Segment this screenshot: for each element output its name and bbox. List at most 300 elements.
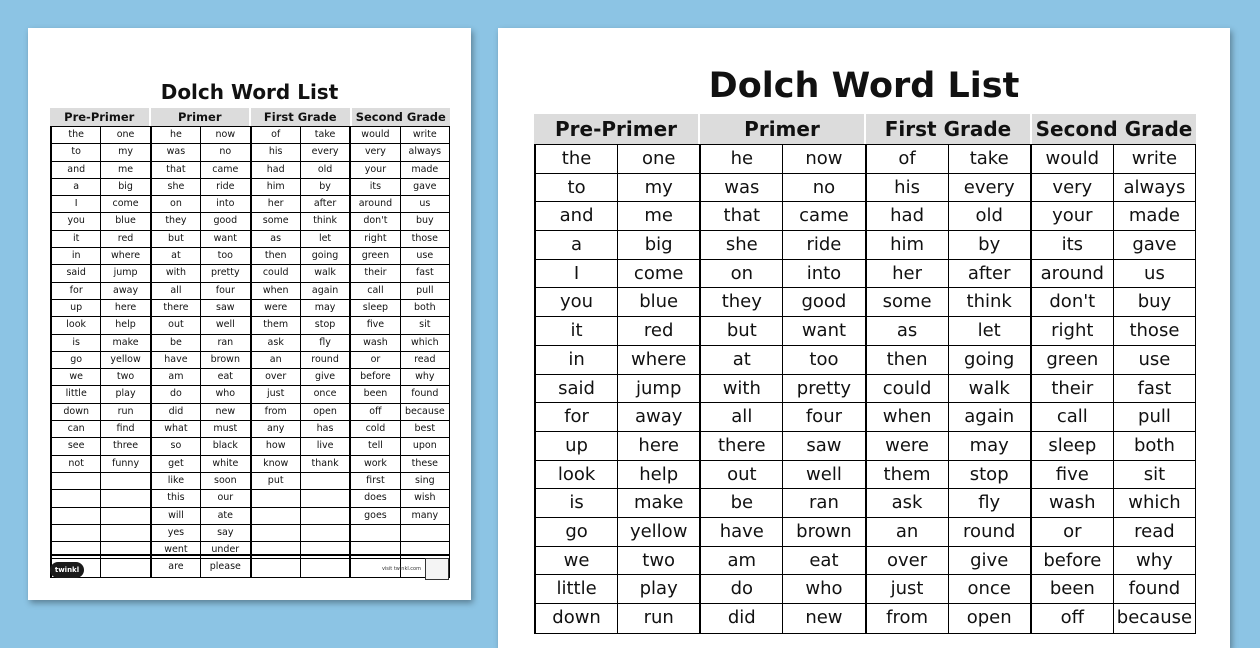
word-cell: look — [52, 317, 100, 334]
word-cell: no — [201, 144, 249, 161]
word-cell: when — [252, 283, 300, 300]
word-cell: no — [783, 174, 864, 203]
word-cell: both — [1114, 432, 1195, 461]
word-column — [1032, 145, 1113, 633]
word-cell: don't — [1032, 288, 1113, 317]
word-cell: or — [1032, 518, 1113, 547]
word-cell: to — [52, 144, 100, 161]
word-cell: an — [867, 518, 948, 547]
word-cell: but — [152, 231, 200, 248]
thumbnail-title: Dolch Word List — [160, 80, 339, 104]
word-cell: our — [201, 490, 249, 507]
word-cell: pretty — [201, 265, 249, 282]
word-cell: now — [201, 127, 249, 144]
word-cell: funny — [101, 456, 149, 473]
word-cell — [52, 490, 100, 507]
word-cell: be — [701, 489, 782, 518]
word-cell: because — [401, 404, 449, 421]
word-cell: goes — [351, 508, 399, 525]
word-cell: been — [351, 386, 399, 403]
word-cell: pull — [401, 283, 449, 300]
word-cell: call — [351, 283, 399, 300]
word-cell: ate — [201, 508, 249, 525]
word-cell: like — [152, 473, 200, 490]
word-cell: how — [252, 438, 300, 455]
word-cell: take — [301, 127, 349, 144]
word-cell: eat — [201, 369, 249, 386]
word-cell: that — [152, 162, 200, 179]
word-cell: this — [152, 490, 200, 507]
word-cell: may — [949, 432, 1030, 461]
word-cell: I — [52, 196, 100, 213]
header-primer: Primer — [700, 114, 866, 144]
word-cell: want — [783, 317, 864, 346]
word-cell: around — [351, 196, 399, 213]
word-cell: for — [52, 283, 100, 300]
word-cell: four — [783, 403, 864, 432]
word-cell: a — [52, 179, 100, 196]
word-cell: red — [101, 231, 149, 248]
zoomed-group-primer — [701, 145, 866, 633]
word-cell: going — [301, 248, 349, 265]
thumbnail-word-table — [50, 108, 450, 578]
word-cell: her — [867, 260, 948, 289]
word-column — [701, 145, 782, 633]
word-cell: your — [1032, 202, 1113, 231]
word-column — [52, 127, 100, 577]
word-cell: first — [351, 473, 399, 490]
word-cell: went — [152, 542, 200, 559]
word-cell: sleep — [1032, 432, 1113, 461]
twinkl-logo: twinkl — [50, 562, 84, 578]
word-cell: she — [701, 231, 782, 260]
word-cell: big — [618, 231, 699, 260]
word-cell: is — [536, 489, 617, 518]
word-cell: very — [1032, 174, 1113, 203]
word-column — [152, 127, 200, 577]
word-cell: came — [783, 202, 864, 231]
word-cell: had — [867, 202, 948, 231]
badge-icon — [425, 558, 449, 580]
word-cell: think — [301, 213, 349, 230]
word-cell: four — [201, 283, 249, 300]
word-cell: run — [101, 404, 149, 421]
word-cell: in — [536, 346, 617, 375]
word-cell: us — [401, 196, 449, 213]
word-cell: little — [536, 575, 617, 604]
word-cell: down — [552, 607, 601, 628]
word-cell — [301, 490, 349, 507]
word-cell: his — [252, 144, 300, 161]
word-cell: said — [52, 265, 100, 282]
word-cell: pull — [1114, 403, 1195, 432]
thumbnail-group-pre-primer — [50, 127, 152, 577]
word-cell: be — [152, 335, 200, 352]
thumbnail-worksheet — [28, 28, 471, 600]
word-column — [400, 127, 449, 577]
word-cell — [52, 473, 100, 490]
word-cell — [101, 473, 149, 490]
word-cell: soon — [201, 473, 249, 490]
word-cell: all — [701, 403, 782, 432]
word-cell: does — [351, 490, 399, 507]
word-cell: again — [949, 403, 1030, 432]
word-cell — [101, 525, 149, 542]
word-cell: found — [401, 386, 449, 403]
word-cell: some — [252, 213, 300, 230]
word-cell: come — [101, 196, 149, 213]
word-cell: before — [1032, 547, 1113, 576]
word-cell: who — [783, 575, 864, 604]
word-cell: wash — [351, 335, 399, 352]
word-cell: he — [152, 127, 200, 144]
word-cell: want — [201, 231, 249, 248]
word-cell: it — [52, 231, 100, 248]
word-cell: gave — [1114, 231, 1195, 260]
word-cell: which — [401, 335, 449, 352]
word-cell: over — [252, 369, 300, 386]
word-cell: read — [1114, 518, 1195, 547]
word-cell: new — [201, 404, 249, 421]
word-cell: those — [401, 231, 449, 248]
word-cell: up — [52, 300, 100, 317]
word-cell: thank — [301, 456, 349, 473]
word-cell: he — [701, 145, 782, 174]
word-cell: eat — [783, 547, 864, 576]
word-cell: all — [152, 283, 200, 300]
word-cell: walk — [301, 265, 349, 282]
word-cell: at — [152, 248, 200, 265]
word-cell: give — [949, 547, 1030, 576]
word-cell: don't — [351, 213, 399, 230]
word-cell: were — [867, 432, 948, 461]
word-cell: us — [1114, 260, 1195, 289]
word-cell — [401, 525, 449, 542]
word-cell: did — [152, 404, 200, 421]
word-cell: did — [727, 607, 756, 628]
word-cell: walk — [949, 375, 1030, 404]
word-cell — [101, 508, 149, 525]
word-cell — [301, 525, 349, 542]
word-cell: five — [1032, 461, 1113, 490]
word-cell: well — [201, 317, 249, 334]
word-cell: which — [1114, 489, 1195, 518]
word-cell: him — [252, 179, 300, 196]
word-cell: could — [252, 265, 300, 282]
word-cell: open — [966, 607, 1012, 628]
word-cell: make — [618, 489, 699, 518]
word-cell: here — [618, 432, 699, 461]
word-cell: under — [201, 542, 249, 559]
word-cell — [101, 490, 149, 507]
word-cell: sit — [1114, 461, 1195, 490]
word-cell: down — [52, 404, 100, 421]
header-pre-primer: Pre-Primer — [50, 108, 151, 126]
word-cell: are — [168, 561, 184, 573]
word-cell: would — [351, 127, 399, 144]
word-cell: sing — [401, 473, 449, 490]
word-cell: made — [401, 162, 449, 179]
header-first-grade: First Grade — [251, 108, 352, 126]
thumbnail-group-primer — [152, 127, 252, 577]
word-cell: so — [152, 438, 200, 455]
word-cell: the — [536, 145, 617, 174]
word-cell: of — [867, 145, 948, 174]
word-cell: get — [152, 456, 200, 473]
word-cell: could — [867, 375, 948, 404]
word-cell: too — [201, 248, 249, 265]
word-cell: sleep — [351, 300, 399, 317]
word-cell: see — [52, 438, 100, 455]
word-cell: their — [351, 265, 399, 282]
word-cell: fast — [401, 265, 449, 282]
zoomed-worksheet — [498, 28, 1230, 648]
word-cell: just — [867, 575, 948, 604]
word-column — [867, 145, 948, 633]
word-cell: stop — [301, 317, 349, 334]
word-column — [782, 145, 864, 633]
word-cell: pretty — [783, 375, 864, 404]
word-cell: we — [536, 547, 617, 576]
word-cell: jump — [618, 375, 699, 404]
word-cell: five — [351, 317, 399, 334]
word-cell: go — [536, 518, 617, 547]
word-cell: found — [1114, 575, 1195, 604]
word-cell: look — [536, 461, 617, 490]
word-column — [617, 145, 699, 633]
word-cell: brown — [201, 352, 249, 369]
word-cell: but — [701, 317, 782, 346]
word-cell: yes — [152, 525, 200, 542]
word-cell: white — [201, 456, 249, 473]
word-cell: give — [301, 369, 349, 386]
word-column — [536, 145, 617, 633]
word-cell: black — [201, 438, 249, 455]
word-cell: an — [252, 352, 300, 369]
word-cell: said — [536, 375, 617, 404]
word-cell: saw — [201, 300, 249, 317]
word-cell: after — [301, 196, 349, 213]
word-cell: ran — [783, 489, 864, 518]
word-cell: always — [401, 144, 449, 161]
word-cell: read — [401, 352, 449, 369]
word-cell: go — [52, 352, 100, 369]
word-column — [252, 127, 300, 577]
word-cell: best — [401, 421, 449, 438]
word-cell: find — [101, 421, 149, 438]
word-cell: now — [783, 145, 864, 174]
word-cell: by — [949, 231, 1030, 260]
word-cell: green — [1032, 346, 1113, 375]
word-cell: and — [536, 202, 617, 231]
word-cell: both — [401, 300, 449, 317]
word-cell: gave — [401, 179, 449, 196]
word-cell: right — [1032, 317, 1113, 346]
word-cell: work — [351, 456, 399, 473]
word-cell: off — [351, 404, 399, 421]
word-cell: round — [949, 518, 1030, 547]
word-cell: was — [701, 174, 782, 203]
word-cell: one — [618, 145, 699, 174]
zoomed-word-grid — [534, 144, 1196, 634]
word-cell: to — [536, 174, 617, 203]
word-cell: from — [252, 404, 300, 421]
word-cell: use — [1114, 346, 1195, 375]
word-cell: me — [618, 202, 699, 231]
word-cell: where — [101, 248, 149, 265]
zoomed-word-table — [534, 114, 1196, 634]
word-cell: live — [301, 438, 349, 455]
word-column — [351, 127, 399, 577]
word-cell: up — [536, 432, 617, 461]
word-cell: when — [867, 403, 948, 432]
word-cell: these — [401, 456, 449, 473]
word-cell: put — [252, 473, 300, 490]
word-cell: think — [949, 288, 1030, 317]
word-cell: two — [618, 547, 699, 576]
word-cell: not — [52, 456, 100, 473]
word-cell: am — [701, 547, 782, 576]
word-cell: once — [949, 575, 1030, 604]
word-cell: her — [252, 196, 300, 213]
word-cell: there — [701, 432, 782, 461]
header-first-grade: First Grade — [866, 114, 1032, 144]
zoomed-header-row — [534, 114, 1196, 144]
zoomed-group-pre-primer — [534, 145, 701, 633]
word-cell: may — [301, 300, 349, 317]
word-cell: blue — [618, 288, 699, 317]
word-cell: jump — [101, 265, 149, 282]
word-cell: there — [152, 300, 200, 317]
word-cell: once — [301, 386, 349, 403]
word-cell: buy — [1114, 288, 1195, 317]
word-cell — [252, 490, 300, 507]
word-cell: we — [52, 369, 100, 386]
word-cell: some — [867, 288, 948, 317]
word-cell: over — [867, 547, 948, 576]
word-cell: fly — [949, 489, 1030, 518]
word-cell: away — [618, 403, 699, 432]
word-cell: by — [301, 179, 349, 196]
word-cell: one — [101, 127, 149, 144]
word-cell: every — [949, 174, 1030, 203]
word-cell: new — [805, 607, 843, 628]
word-cell: with — [152, 265, 200, 282]
word-cell: of — [252, 127, 300, 144]
word-cell: let — [949, 317, 1030, 346]
word-cell: tell — [351, 438, 399, 455]
word-cell: they — [701, 288, 782, 317]
word-cell: buy — [401, 213, 449, 230]
word-cell: right — [351, 231, 399, 248]
word-cell: old — [301, 162, 349, 179]
word-cell: my — [618, 174, 699, 203]
word-cell: from — [886, 607, 928, 628]
thumbnail-group-first-grade — [252, 127, 352, 577]
word-cell: because — [1116, 607, 1193, 628]
word-cell: very — [351, 144, 399, 161]
word-cell: wish — [401, 490, 449, 507]
word-cell: I — [536, 260, 617, 289]
word-cell: him — [867, 231, 948, 260]
word-cell: will — [152, 508, 200, 525]
word-cell: his — [867, 174, 948, 203]
word-cell: as — [867, 317, 948, 346]
word-cell: then — [252, 248, 300, 265]
word-cell: wash — [1032, 489, 1113, 518]
word-cell: has — [301, 421, 349, 438]
zoomed-title: Dolch Word List — [708, 66, 1020, 106]
word-cell: who — [201, 386, 249, 403]
word-cell: those — [1114, 317, 1195, 346]
word-cell: three — [101, 438, 149, 455]
word-cell: had — [252, 162, 300, 179]
word-cell: round — [301, 352, 349, 369]
word-column — [100, 127, 149, 577]
word-cell: write — [1114, 145, 1195, 174]
word-cell: where — [618, 346, 699, 375]
zoomed-group-first-grade — [867, 145, 1032, 633]
thumbnail-header-row — [50, 108, 450, 126]
word-cell: why — [401, 369, 449, 386]
word-cell: you — [536, 288, 617, 317]
word-cell: every — [301, 144, 349, 161]
word-cell: little — [52, 386, 100, 403]
word-cell: me — [101, 162, 149, 179]
word-cell: make — [101, 335, 149, 352]
word-cell: after — [949, 260, 1030, 289]
word-cell: have — [152, 352, 200, 369]
word-cell: any — [252, 421, 300, 438]
word-cell: write — [401, 127, 449, 144]
word-cell: am — [152, 369, 200, 386]
word-cell: why — [1114, 547, 1195, 576]
header-primer: Primer — [151, 108, 252, 126]
word-cell: with — [701, 375, 782, 404]
word-cell — [301, 508, 349, 525]
word-cell: then — [867, 346, 948, 375]
word-cell: have — [701, 518, 782, 547]
word-column — [948, 145, 1030, 633]
word-cell: what — [152, 421, 200, 438]
word-cell: red — [618, 317, 699, 346]
header-pre-primer: Pre-Primer — [534, 114, 700, 144]
word-cell: must — [201, 421, 249, 438]
word-cell: a — [536, 231, 617, 260]
word-cell: came — [201, 162, 249, 179]
word-cell: ride — [201, 179, 249, 196]
word-cell — [252, 508, 300, 525]
word-column — [300, 127, 349, 577]
word-cell: would — [1032, 145, 1113, 174]
word-cell: at — [701, 346, 782, 375]
word-column — [200, 127, 249, 577]
word-cell: ran — [201, 335, 249, 352]
word-cell: you — [52, 213, 100, 230]
word-cell: your — [351, 162, 399, 179]
word-cell: as — [252, 231, 300, 248]
word-cell: please — [209, 561, 241, 573]
word-cell: it — [536, 317, 617, 346]
word-cell: around — [1032, 260, 1113, 289]
word-cell: play — [618, 575, 699, 604]
word-cell: on — [152, 196, 200, 213]
thumbnail-group-second-grade — [351, 127, 450, 577]
word-cell: can — [52, 421, 100, 438]
word-cell: ask — [252, 335, 300, 352]
word-cell: yellow — [101, 352, 149, 369]
word-cell: do — [701, 575, 782, 604]
